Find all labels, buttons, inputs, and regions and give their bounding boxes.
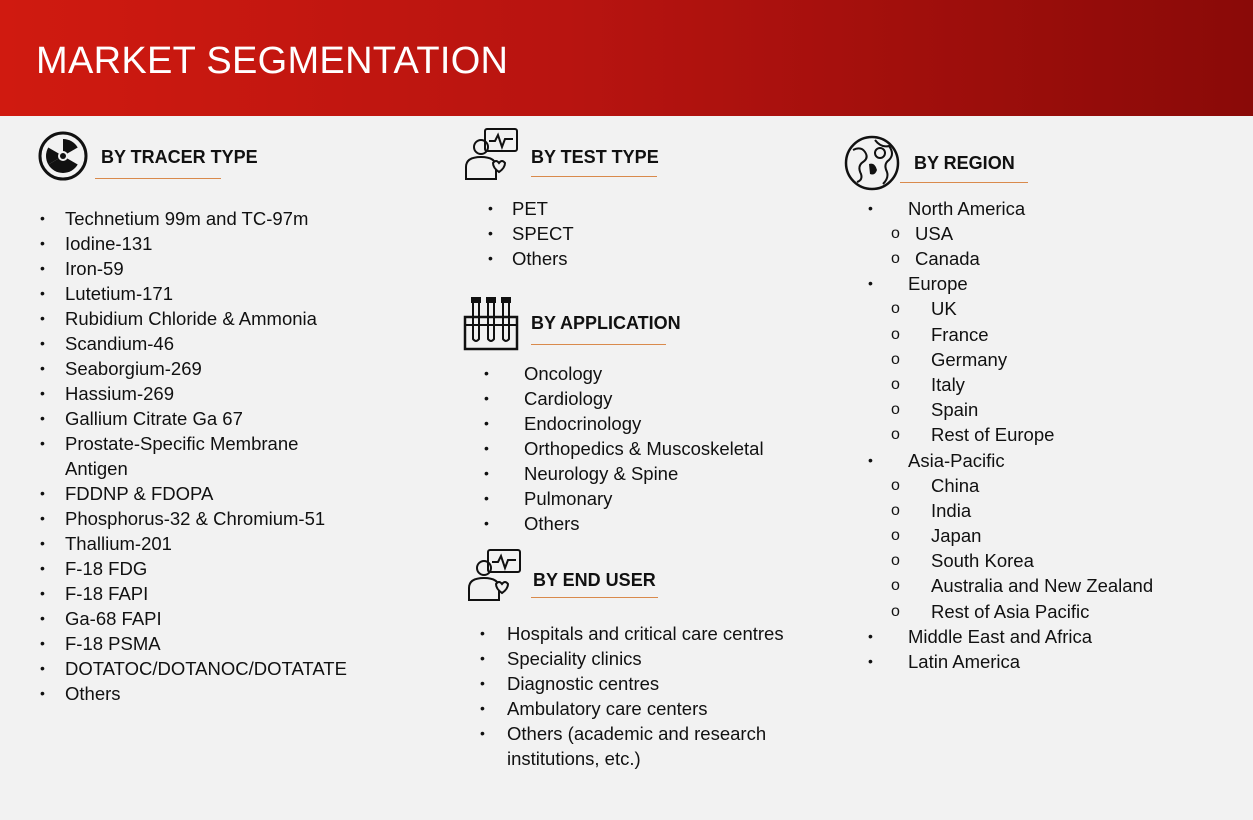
list-item [40, 506, 360, 531]
region-item [868, 624, 1248, 649]
list-item-label: Others [65, 683, 121, 704]
list-item [40, 481, 360, 506]
list-item [40, 356, 360, 381]
heading-end-user: BY END USER [533, 570, 656, 590]
region-list [868, 196, 1248, 674]
sub-region-item [868, 573, 1248, 598]
bullet-icon: • [40, 660, 45, 676]
circle-bullet-icon: o [891, 250, 900, 268]
heading-underline [95, 178, 221, 179]
bullet-icon: • [40, 335, 45, 351]
bullet-icon: • [40, 685, 45, 701]
list-item [484, 436, 804, 461]
list-item-label: Iodine-131 [65, 233, 153, 254]
heading-underline [900, 182, 1028, 183]
heading-underline [531, 176, 657, 177]
sub-region-item [868, 296, 1248, 321]
list-item-label: Others (academic and research institutions, etc.) [507, 723, 767, 769]
list-item [480, 671, 790, 696]
sub-region-list [868, 296, 1248, 447]
bullet-icon: • [484, 440, 489, 456]
region-item [868, 271, 1248, 447]
list-item-label: F-18 PSMA [65, 633, 161, 654]
circle-bullet-icon: o [891, 501, 900, 519]
sub-region-list [868, 221, 1248, 271]
region-item [868, 448, 1248, 624]
list-item-label: Orthopedics & Muscoskeletal [524, 438, 764, 459]
bullet-icon: • [484, 490, 489, 506]
doctor-monitor-icon [463, 127, 519, 181]
list-item [40, 256, 360, 281]
title-banner [0, 0, 1253, 116]
bullet-icon: • [40, 260, 45, 276]
list-item [40, 431, 360, 481]
bullet-icon: • [868, 627, 873, 644]
list-item [484, 461, 804, 486]
sub-region-item [868, 221, 1248, 246]
sub-region-item [868, 422, 1248, 447]
globe-icon [843, 134, 901, 192]
circle-bullet-icon: o [891, 577, 900, 595]
sub-region-label: USA [915, 223, 954, 244]
bullet-icon: • [40, 210, 45, 226]
sub-region-label: France [931, 323, 989, 345]
sub-region-item [868, 473, 1248, 498]
list-item [484, 511, 804, 536]
list-item-label: Lutetium-171 [65, 283, 173, 304]
sub-region-item [868, 599, 1248, 624]
list-item [484, 411, 804, 436]
circle-bullet-icon: o [891, 401, 900, 419]
bullet-icon: • [488, 250, 493, 266]
list-item-label: Seaborgium-269 [65, 358, 202, 379]
bullet-icon: • [484, 415, 489, 431]
circle-bullet-icon: o [891, 376, 900, 394]
list-item-label: Neurology & Spine [524, 463, 679, 484]
bullet-icon: • [40, 285, 45, 301]
bullet-icon: • [484, 365, 489, 381]
circle-bullet-icon: o [891, 552, 900, 570]
sub-region-label: Italy [931, 374, 965, 396]
circle-bullet-icon: o [891, 426, 900, 444]
list-item [40, 231, 360, 256]
sub-region-label: Australia and New Zealand [931, 575, 1154, 597]
sub-region-label: Rest of Europe [931, 424, 1055, 446]
list-item [480, 621, 790, 646]
sub-region-item [868, 523, 1248, 548]
region-label: Latin America [908, 650, 1021, 672]
bullet-icon: • [40, 360, 45, 376]
region-label: North America [908, 198, 1026, 219]
sub-region-item [868, 246, 1248, 271]
list-item-label: Iron-59 [65, 258, 124, 279]
end-user-list [480, 621, 790, 771]
list-item [40, 281, 360, 306]
list-item [40, 406, 360, 431]
list-item [480, 696, 790, 721]
heading-application: BY APPLICATION [531, 313, 681, 333]
bullet-icon: • [488, 225, 493, 241]
page-title: MARKET SEGMENTATION [36, 40, 509, 82]
circle-bullet-icon: o [891, 350, 900, 368]
list-item [40, 681, 360, 706]
list-item [488, 221, 688, 246]
list-item-label: Prostate-Specific Membrane Antigen [65, 433, 299, 479]
list-item-label: Scandium-46 [65, 333, 175, 354]
list-item-label: Pulmonary [524, 488, 613, 509]
sub-region-item [868, 498, 1248, 523]
sub-region-label: South Korea [931, 550, 1034, 572]
heading-tracer-type: BY TRACER TYPE [101, 147, 258, 167]
list-item-label: Thallium-201 [65, 533, 172, 554]
sub-region-label: Canada [915, 248, 980, 270]
list-item-label: Hassium-269 [65, 383, 174, 404]
sub-region-label: Rest of Asia Pacific [931, 600, 1090, 622]
bullet-icon: • [40, 235, 45, 251]
sub-region-item [868, 347, 1248, 372]
list-item [40, 381, 360, 406]
list-item-label: Oncology [524, 363, 603, 384]
list-item [488, 246, 688, 271]
bullet-icon: • [40, 560, 45, 576]
bullet-icon: • [480, 725, 485, 741]
bullet-icon: • [868, 200, 873, 216]
list-item-label: PET [512, 198, 548, 219]
circle-bullet-icon: o [891, 325, 900, 343]
bullet-icon: • [480, 650, 485, 666]
list-item-label: F-18 FDG [65, 558, 148, 579]
sub-region-label: UK [931, 298, 957, 320]
test-type-list [488, 196, 688, 271]
list-item [480, 721, 790, 771]
list-item-label: SPECT [512, 223, 574, 244]
list-item [488, 196, 688, 221]
circle-bullet-icon: o [891, 476, 900, 494]
bullet-icon: • [868, 652, 873, 669]
list-item-label: Ga-68 FAPI [65, 608, 162, 629]
list-item [40, 206, 360, 231]
list-item [484, 361, 804, 386]
region-label: Middle East and Africa [908, 625, 1093, 647]
bullet-icon: • [40, 535, 45, 551]
region-item [868, 649, 1248, 674]
list-item [484, 486, 804, 511]
bullet-icon: • [40, 435, 45, 451]
list-item-label: Rubidium Chloride & Ammonia [65, 308, 317, 329]
sub-region-label: Germany [931, 348, 1008, 370]
bullet-icon: • [40, 635, 45, 651]
list-item-label: FDDNP & FDOPA [65, 483, 214, 504]
sub-region-item [868, 548, 1248, 573]
list-item [40, 306, 360, 331]
bullet-icon: • [868, 451, 873, 468]
heading-underline [531, 597, 658, 598]
doctor-monitor-icon [466, 548, 522, 602]
bullet-icon: • [40, 585, 45, 601]
list-item-label: DOTATOC/DOTANOC/DOTATATE [65, 658, 347, 679]
list-item-label: Ambulatory care centers [507, 698, 708, 719]
application-list [484, 361, 804, 536]
region-label: Europe [908, 273, 968, 295]
bullet-icon: • [480, 700, 485, 716]
bullet-icon: • [484, 515, 489, 531]
list-item [40, 631, 360, 656]
list-item-label: Gallium Citrate Ga 67 [65, 408, 243, 429]
bullet-icon: • [40, 310, 45, 326]
bullet-icon: • [40, 610, 45, 626]
bullet-icon: • [480, 675, 485, 691]
list-item-label: Hospitals and critical care centres [507, 623, 784, 644]
list-item-label: Others [512, 248, 568, 269]
region-label: Asia-Pacific [908, 449, 1005, 471]
circle-bullet-icon: o [891, 300, 900, 318]
sub-region-label: Japan [931, 525, 982, 547]
list-item-label: Others [524, 513, 580, 534]
bullet-icon: • [484, 390, 489, 406]
circle-bullet-icon: o [891, 527, 900, 545]
bullet-icon: • [488, 200, 493, 216]
tracer-type-list [40, 206, 360, 706]
sub-region-item [868, 372, 1248, 397]
list-item-label: Diagnostic centres [507, 673, 660, 694]
list-item-label: Phosphorus-32 & Chromium-51 [65, 508, 326, 529]
bullet-icon: • [868, 275, 873, 292]
list-item [40, 331, 360, 356]
bullet-icon: • [484, 465, 489, 481]
list-item [480, 646, 790, 671]
circle-bullet-icon: o [891, 602, 900, 620]
list-item-label: F-18 FAPI [65, 583, 149, 604]
bullet-icon: • [40, 410, 45, 426]
bullet-icon: • [40, 485, 45, 501]
list-item-label: Speciality clinics [507, 648, 642, 669]
list-item-label: Cardiology [524, 388, 613, 409]
test-tubes-icon [463, 295, 519, 351]
list-item [484, 386, 804, 411]
sub-region-label: China [931, 474, 980, 496]
list-item-label: Technetium 99m and TC-97m [65, 208, 309, 229]
heading-region: BY REGION [914, 153, 1015, 173]
list-item [40, 531, 360, 556]
list-item [40, 656, 360, 681]
list-item [40, 556, 360, 581]
bullet-icon: • [480, 625, 485, 641]
heading-test-type: BY TEST TYPE [531, 147, 659, 167]
sub-region-list [868, 473, 1248, 624]
heading-underline [531, 344, 666, 345]
sub-region-label: Spain [931, 399, 979, 421]
list-item [40, 581, 360, 606]
sub-region-item [868, 397, 1248, 422]
bullet-icon: • [40, 385, 45, 401]
region-item [868, 196, 1248, 271]
bullet-icon: • [40, 510, 45, 526]
sub-region-item [868, 322, 1248, 347]
sub-region-label: India [931, 499, 972, 521]
radiation-icon [38, 131, 88, 181]
circle-bullet-icon: o [891, 225, 900, 242]
list-item-label: Endocrinology [524, 413, 642, 434]
list-item [40, 606, 360, 631]
